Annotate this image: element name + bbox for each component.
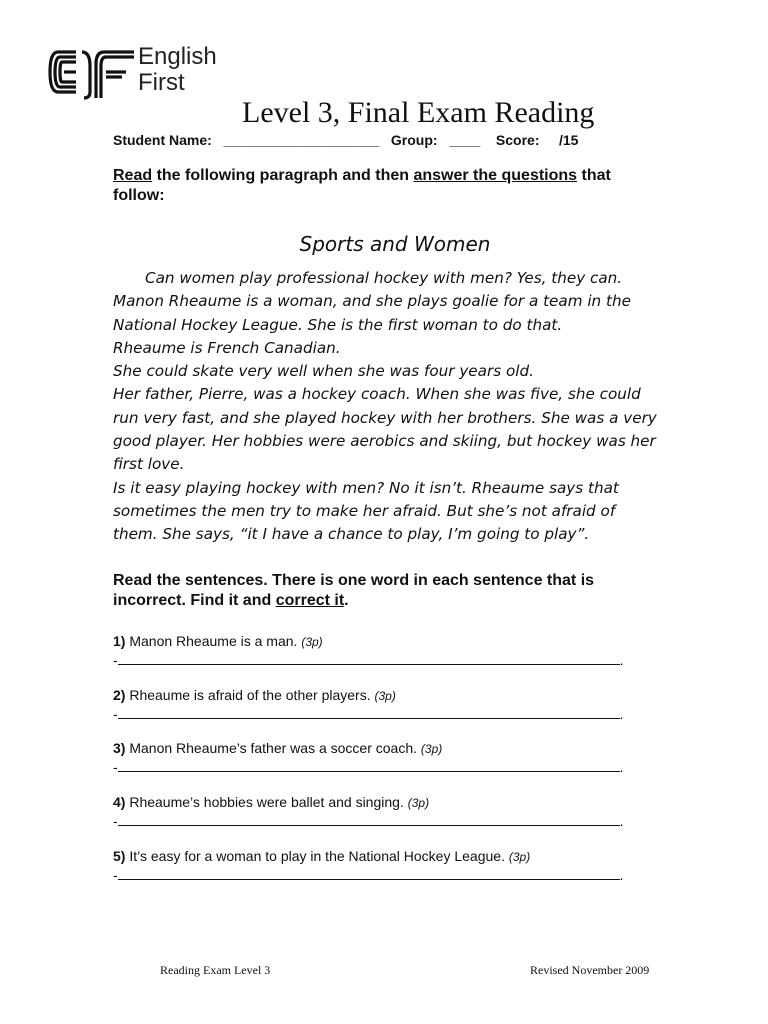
question-text: Manon Rheaume is a man. <box>125 633 302 649</box>
reading-instructions <box>113 166 653 206</box>
answer-line[interactable]: - . <box>113 652 624 668</box>
logo-line-first: First <box>138 69 185 96</box>
story-line: She could skate very well when she was four years old. <box>113 362 534 381</box>
question-2 <box>113 687 633 722</box>
story-line: National Hockey League. She is the first woman to do that. <box>113 315 563 334</box>
story-line: run very fast, and she played hockey with her brothers. She was a very <box>113 408 657 427</box>
footer-left: Reading Exam Level 3 <box>160 963 271 977</box>
story-line: sometimes the men try to make her afraid. But she’s not afraid of <box>113 501 616 520</box>
question-3 <box>113 740 633 775</box>
logo-line-english: English <box>138 43 217 70</box>
question-points: (3p) <box>420 742 443 756</box>
student-name-blank[interactable]: ____________________ <box>223 132 380 148</box>
question-number: 5) <box>113 848 126 864</box>
task-instructions <box>113 571 633 611</box>
score-value: /15 <box>558 132 579 148</box>
story-line: Manon Rheaume is a woman, and she plays goalie for a team in the <box>113 292 631 311</box>
svg-text:EF: EF <box>48 98 50 99</box>
answer-line[interactable]: - . <box>113 706 624 722</box>
story-line: Rheaume is French Canadian. <box>113 338 341 357</box>
story-line: them. She says, “it I have a chance to play, I’m going to play”. <box>113 525 590 544</box>
question-points: (3p) <box>407 796 430 810</box>
answer-line[interactable]: - . <box>113 759 624 775</box>
score-label: Score: <box>495 132 540 148</box>
story-title: Sports and Women <box>299 232 491 256</box>
question-4 <box>113 794 633 829</box>
group-label: Group: <box>390 132 438 148</box>
question-5 <box>113 848 633 883</box>
student-name-label: Student Name: <box>113 132 212 148</box>
question-points: (3p) <box>301 635 323 649</box>
story-line: good player. Her hobbies were aerobics and skiing, but hockey was her <box>113 432 656 451</box>
question-number: 1) <box>113 633 126 649</box>
answer-line[interactable]: - . <box>113 813 624 829</box>
student-info-line <box>113 132 578 148</box>
story-line: Is it easy playing hockey with men? No it isn’t. Rheaume says that <box>113 478 619 497</box>
instruction-answer: answer the questions <box>413 167 578 184</box>
question-number: 2) <box>113 687 126 703</box>
story-line: Her father, Pierre, was a hockey coach. When she was five, she could <box>113 385 641 404</box>
footer-right: Revised November 2009 <box>530 963 650 977</box>
question-text: Manon Rheaume’s father was a soccer coach. <box>125 740 421 756</box>
story-line: first love. <box>113 455 185 474</box>
question-points: (3p) <box>508 850 531 864</box>
story-paragraph <box>113 267 673 547</box>
page-title: Level 3, Final Exam Reading <box>242 96 595 129</box>
story-line: Can women play professional hockey with men? Yes, they can. <box>145 269 623 287</box>
ef-logo-mark-icon <box>46 44 136 100</box>
question-1 <box>113 633 633 668</box>
task-text: Read the sentences. There is one word in each sentence that is incorrect. Find it and <box>113 572 595 609</box>
question-text: Rheaume is afraid of the other players. <box>125 687 375 703</box>
logo-wordmark <box>138 44 217 96</box>
task-end: . <box>344 592 349 609</box>
instruction-middle: the following paragraph and then <box>152 167 414 184</box>
question-points: (3p) <box>374 689 396 703</box>
group-blank[interactable]: ____ <box>449 132 481 148</box>
question-number: 3) <box>113 740 126 756</box>
task-correct-it: correct it <box>275 592 345 609</box>
instruction-end: that follow: <box>113 167 611 204</box>
instruction-read: Read <box>113 167 153 184</box>
answer-line[interactable]: - . <box>113 867 624 883</box>
question-text: It’s easy for a woman to play in the National Hockey League. <box>125 848 509 864</box>
question-number: 4) <box>113 794 126 810</box>
question-text: Rheaume’s hobbies were ballet and singing. <box>125 794 408 810</box>
